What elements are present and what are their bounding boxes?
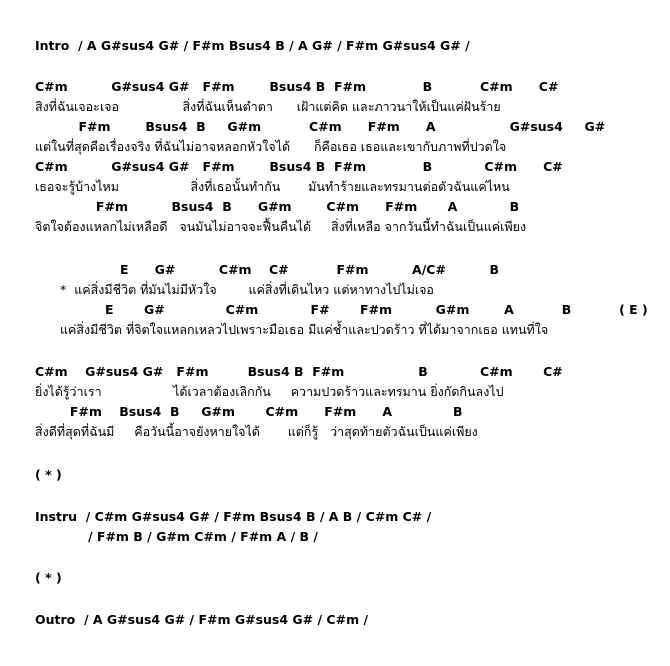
verse2-lyric-line-2: สิ่งดีที่สุดที่ฉันมี คือวันนี้อาจยังหายใจได้ แต่ก็รู้ ว่าสุดท้ายตัวฉันเป็นแค่เพียง xyxy=(35,424,478,439)
chorus-lyric-line-2: แค่สิ่งมีชีวิต ที่จิตใจแหลกเหลวไปเพราะมือเธอ มีแค่ช้ำและปวดร้าว ที่ได้มาจากเธอ แทนที่ใจ xyxy=(60,322,549,337)
verse1-lyric-line-2: แต่ในที่สุดคือเรื่องจริง ที่ฉันไม่อาจหลอกหัวใจได้ ก็คือเธอ เธอและเขากับภาพที่ปวดใจ xyxy=(35,139,507,154)
instrumental-line-1: Instru / C#m G#sus4 G# / F#m Bsus4 B / A B / C#m C# / xyxy=(35,509,432,524)
chorus-repeat-marker-2: ( * ) xyxy=(35,570,62,585)
verse2-chord-line-2: F#m Bsus4 B G#m C#m F#m A B xyxy=(35,404,463,419)
intro-line: Intro / A G#sus4 G# / F#m Bsus4 B / A G# / F#m G#sus4 G# / xyxy=(35,38,470,53)
chorus-chord-line-2: E G# C#m F# F#m G#m A B ( E ) xyxy=(105,302,648,317)
instrumental-line-2: / F#m B / G#m C#m / F#m A / B / xyxy=(88,529,318,544)
verse1-lyric-line-1: สิงที่ฉันเจอะเจอ สิ่งที่ฉันเห็นตำตา เฝ้าแต่คิด และภาวนาให้เป็นแค่ฝันร้าย xyxy=(35,99,501,114)
verse1-chord-line-1: C#m G#sus4 G# F#m Bsus4 B F#m B C#m C# xyxy=(35,79,559,94)
verse1-chord-line-3: C#m G#sus4 G# F#m Bsus4 B F#m B C#m C# xyxy=(35,159,563,174)
chorus-chord-line-1: E G# C#m C# F#m A/C# B xyxy=(120,262,499,277)
verse1-lyric-line-3: เธอจะรู้บ้างไหม สิ่งที่เธอนั้นทำกัน มันทำร้ายและทรมานต่อตัวฉันแค่ไหน xyxy=(35,179,510,194)
verse1-chord-line-2: F#m Bsus4 B G#m C#m F#m A G#sus4 G# xyxy=(35,119,606,134)
verse2-chord-line-1: C#m G#sus4 G# F#m Bsus4 B F#m B C#m C# xyxy=(35,364,563,379)
chorus-repeat-marker-1: ( * ) xyxy=(35,467,62,482)
verse1-lyric-line-4: จิตใจต้องแหลกไม่เหลือดี จนมันไม่อาจจะฟื้นคืนได้ สิ่งที่เหลือ จากวันนี้ทำฉันเป็นแค่เพียง xyxy=(35,219,527,234)
verse1-chord-line-4: F#m Bsus4 B G#m C#m F#m A B xyxy=(35,199,520,214)
verse2-lyric-line-1: ยิ่งได้รู้ว่าเรา ได้เวลาต้องเลิกกัน ความปวดร้าวและทรมาน ยิ่งกัดกินลงไป xyxy=(35,384,504,399)
chorus-lyric-line-1: * แค่สิ่งมีชีวิต ที่มันไม่มีหัวใจ แค่สิ่งที่เดินไหว แต่หาทางไปไม่เจอ xyxy=(60,282,434,297)
outro-line: Outro / A G#sus4 G# / F#m G#sus4 G# / C#m / xyxy=(35,612,369,627)
